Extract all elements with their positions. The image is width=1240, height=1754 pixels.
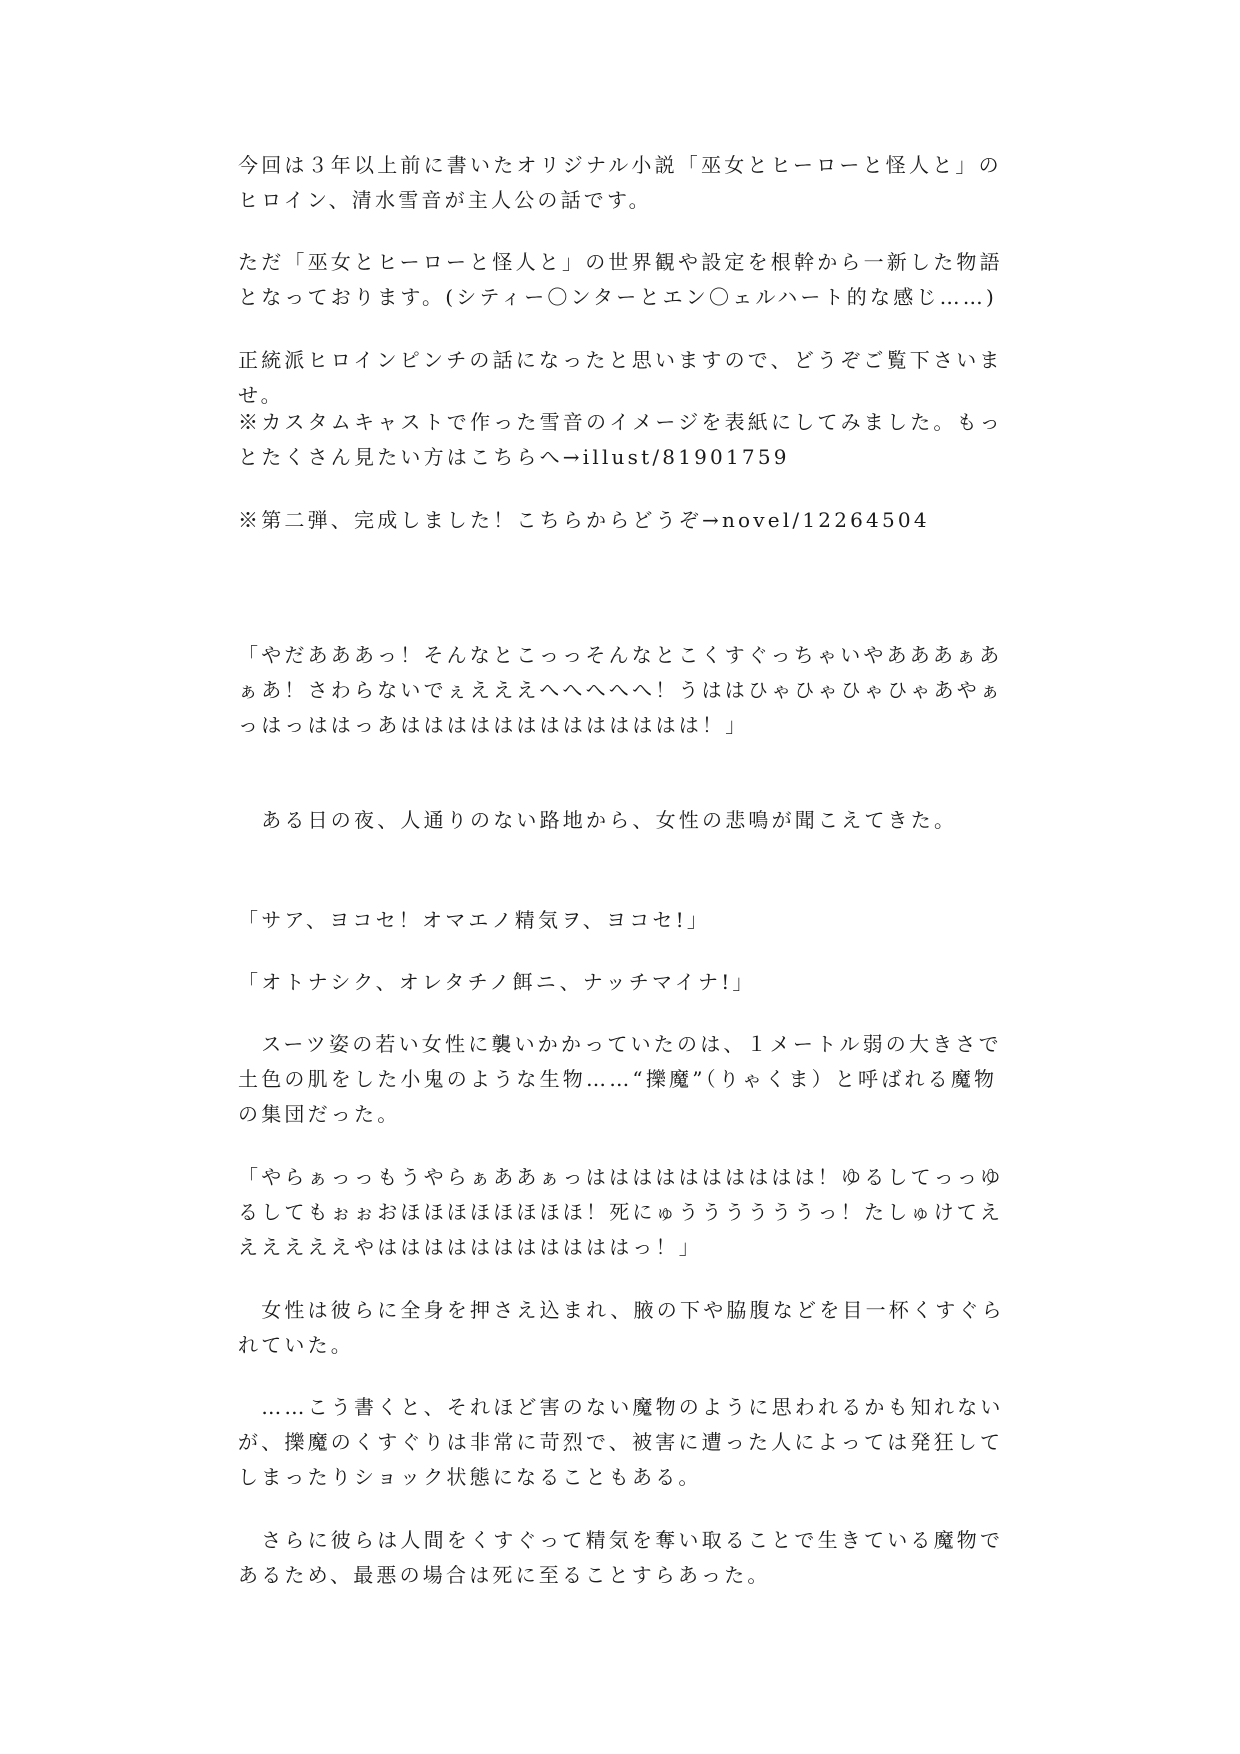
genre-note-paragraph: 正統派ヒロインピンチの話になったと思いますので、どうぞご覧下さいませ。 — [238, 348, 1003, 407]
intro-paragraph: 今回は３年以上前に書いたオリジナル小説「巫女とヒーローと怪人と」のヒロイン、清水雪音が主人公の話です。 — [238, 153, 1002, 212]
narration-death: さらに彼らは人間をくすぐって精気を奪い取ることで生きている魔物であるため、最悪の場合は死に至ることすらあった。 — [238, 1528, 1004, 1587]
narration-night: ある日の夜、人通りのない路地から、女性の悲鳴が聞こえてきた。 — [238, 808, 958, 832]
narration-danger: ……こう書くと、それほど害のない魔物のように思われるかも知れないが、擽魔のくすぐりは非常に苛烈で、被害に遭った人によっては発狂してしまったりショック状態になることもある。 — [238, 1395, 1004, 1489]
dialogue-scream: 「やだあああっ！そんなとこっっそんなとこくすぐっちゃいやあああぁあぁあ！さわらないでぇえええへへへへへ！うははひゃひゃひゃひゃあやぁっはっははっあははははははははははははは！」 — [238, 643, 1004, 737]
narration-victim: 女性は彼らに全身を押さえ込まれ、腋の下や脇腹などを目一杯くすぐられていた。 — [238, 1298, 1005, 1357]
dialogue-victim: 「やらぁっっもうやらぁああぁっはははははははははは！ゆるしてっっゆるしてもぉぉおほほほほほほほほ！死にゅううううううっ！たしゅけてええええええやはははははははははははっ！」 — [238, 1165, 1004, 1259]
dialogue-monster-1: 「サア、ヨコセ！オマエノ精気ヲ、ヨコセ!」 — [238, 908, 711, 932]
sequel-note-paragraph: ※第二弾、完成しました！こちらからどうぞ→novel/12264504 — [238, 508, 930, 532]
cover-note-paragraph: ※カスタムキャストで作った雪音のイメージを表紙にしてみました。もっとたくさん見たい方はこちらへ→illust/81901759 — [238, 410, 1003, 469]
narration-monsters: スーツ姿の若い女性に襲いかかっていたのは、１メートル弱の大きさで土色の肌をした小鬼のような生物……“擽魔”（りゃくま）と呼ばれる魔物の集団だった。 — [238, 1032, 1002, 1126]
setting-note-paragraph: ただ「巫女とヒーローと怪人と」の世界観や設定を根幹から一新した物語となっております。(シティー〇ンターとエン〇ェルハート的な感じ……) — [238, 250, 1003, 309]
dialogue-monster-2: 「オトナシク、オレタチノ餌ニ、ナッチマイナ!」 — [238, 970, 756, 994]
